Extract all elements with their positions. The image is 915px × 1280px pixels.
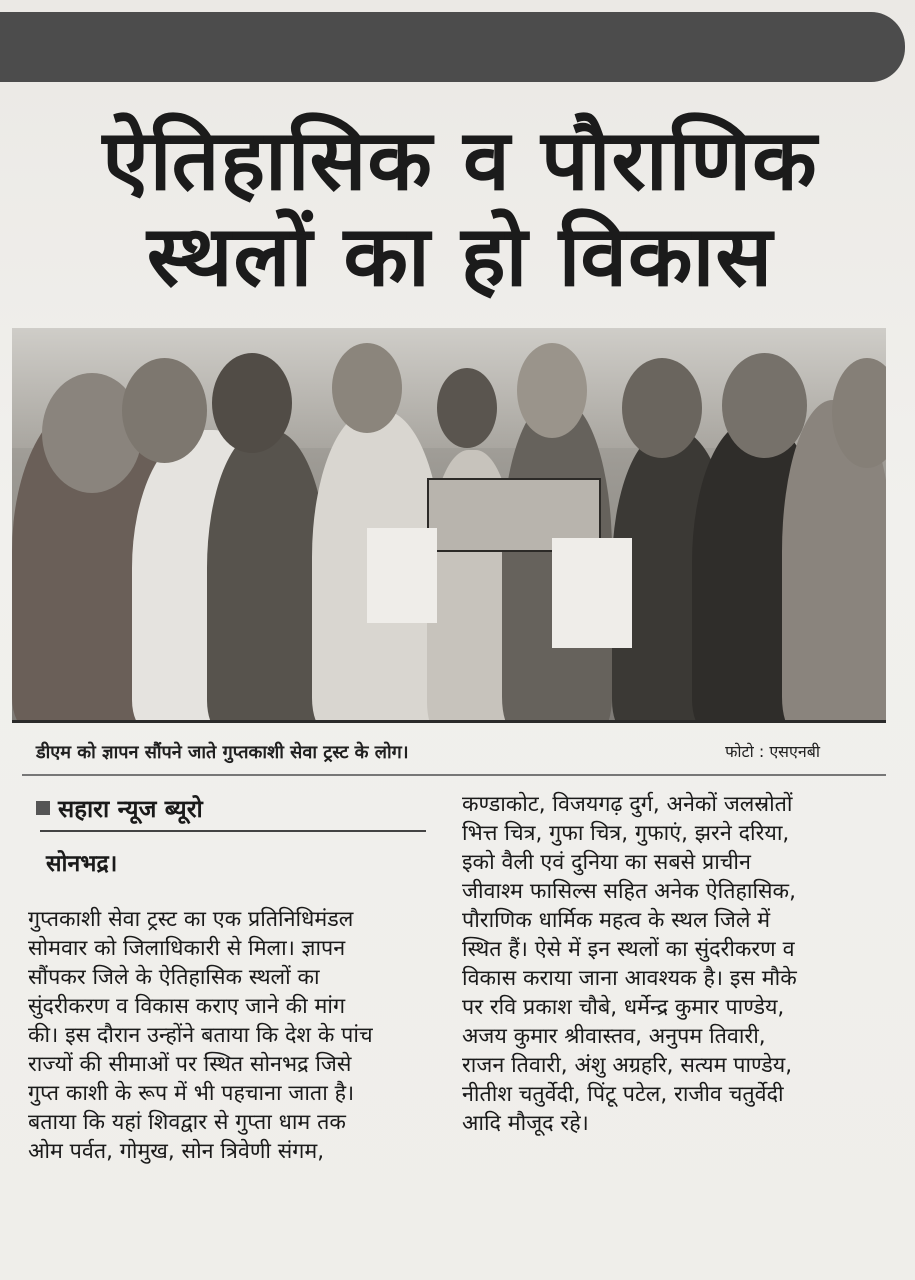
article-line: सौंपकर जिले के ऐतिहासिक स्थलों का: [28, 965, 320, 990]
photo-person: [207, 430, 327, 723]
article-line: नीतीश चतुर्वेदी, पिंटू पटेल, राजीव चतुर्वेदी: [462, 1082, 784, 1107]
article-line: स्थित हैं। ऐसे में इन स्थलों का सुंदरीकरण व: [462, 937, 795, 962]
photo-person-head: [332, 343, 402, 433]
photo-credit: फोटो : एसएनबी: [725, 742, 820, 761]
article-column-left: [28, 905, 438, 1166]
headline: [30, 112, 890, 304]
article-line: राज्यों की सीमाओं पर स्थित सोनभद्र जिसे: [28, 1052, 352, 1077]
photo-person-head: [622, 358, 702, 458]
article-line: ओम पर्वत, गोमुख, सोन त्रिवेणी संगम,: [28, 1139, 325, 1164]
square-bullet-icon: [36, 801, 50, 815]
article-line: राजन तिवारी, अंशु अग्रहरि, सत्यम पाण्डेय,: [462, 1053, 793, 1078]
photo-person-head: [122, 358, 207, 463]
article-line: गुप्तकाशी सेवा ट्रस्ट का एक प्रतिनिधिमंडल: [28, 907, 354, 932]
photo-person-head: [722, 353, 807, 458]
article-line: इको वैली एवं दुनिया का सबसे प्राचीन: [462, 850, 751, 875]
article-line: कण्डाकोट, विजयगढ़ दुर्ग, अनेकों जलस्रोतों: [462, 792, 793, 817]
headline-line-2: स्थलों का हो विकास: [146, 207, 774, 305]
news-photo: [12, 328, 886, 723]
photo-person-head: [437, 368, 497, 448]
photo-caption: [36, 740, 866, 766]
article-line: की। इस दौरान उन्होंने बताया कि देश के पांच: [28, 1023, 373, 1048]
photo-memorandum-paper: [367, 528, 437, 623]
article-line: अजय कुमार श्रीवास्तव, अनुपम तिवारी,: [462, 1024, 766, 1049]
photo-person-head: [517, 343, 587, 438]
dateline: सोनभद्र।: [46, 851, 118, 877]
article-line: सुंदरीकरण व विकास कराए जाने की मांग: [28, 994, 346, 1019]
article-line: भित्त चित्र, गुफा चित्र, गुफाएं, झरने दरिया,: [462, 821, 790, 846]
bureau-byline: [36, 792, 203, 825]
caption-divider: [22, 774, 886, 776]
photo-memorandum-paper: [552, 538, 632, 648]
byline-divider: [40, 830, 426, 832]
article-line: बताया कि यहां शिवद्वार से गुप्ता धाम तक: [28, 1110, 346, 1135]
article-line: सोमवार को जिलाधिकारी से मिला। ज्ञापन: [28, 936, 346, 961]
article-line: गुप्त काशी के रूप में भी पहचाना जाता है।: [28, 1081, 355, 1106]
article-line: आदि मौजूद रहे।: [462, 1111, 589, 1136]
photo-caption-text: डीएम को ज्ञापन सौंपने जाते गुप्तकाशी सेवा ट्रस्ट के लोग।: [36, 742, 409, 763]
headline-line-1: ऐतिहासिक व पौराणिक: [102, 111, 818, 209]
article-line: विकास कराया जाना आवश्यक है। इस मौके: [462, 966, 797, 991]
header-bar: [0, 12, 905, 82]
article-line: पौराणिक धार्मिक महत्व के स्थल जिले में: [462, 908, 771, 933]
photo-person-head: [212, 353, 292, 453]
article-column-right: [462, 790, 882, 1138]
article-line: पर रवि प्रकाश चौबे, धर्मेन्द्र कुमार पाण्डेय,: [462, 995, 785, 1020]
article-line: जीवाश्म फासिल्स सहित अनेक ऐतिहासिक,: [462, 879, 796, 904]
bureau-name: सहारा न्यूज ब्यूरो: [58, 795, 203, 823]
